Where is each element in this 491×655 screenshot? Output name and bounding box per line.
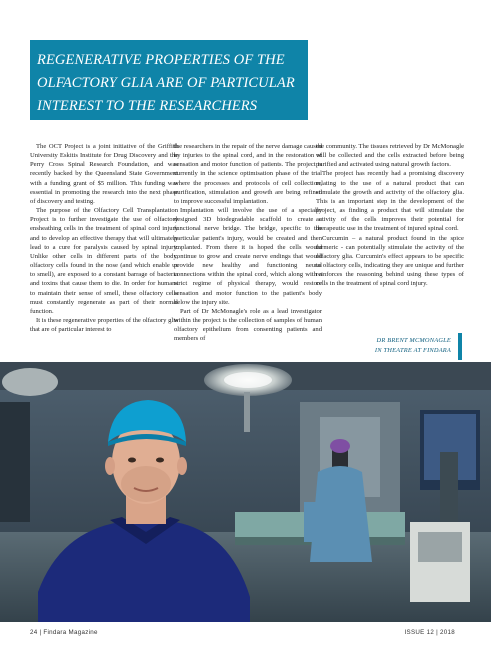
photo-caption <box>375 336 451 355</box>
heading-line-2: OLFACTORY GLIA ARE OF PARTICULAR <box>37 75 295 91</box>
paragraph: Part of Dr McMonagle's role as a lead investigator within the project is the collection of samples of human olfactory epithelium from consenting patients and members of <box>174 307 322 343</box>
text-column-2 <box>174 142 322 343</box>
caption-location: IN THEATRE AT FINDARA <box>374 346 451 354</box>
article-heading-box <box>30 40 308 120</box>
caption-name: DR BRENT MCMONAGLE <box>376 337 451 344</box>
text-column-1 <box>30 142 178 334</box>
paragraph: The purpose of the Olfactory Cell Transplantation Project is to further investigate the use of olfactory ensheathing cells in the treatment of spinal cord injury and to develop an effective therapy that will ultimately lead to a cure for paralysis caused by spinal injury. Unlike other cells in different parts of the body, olfactory cells found in the nose (and which enable us to smell), are exposed to a constant barrage of bacteria and toxins that cause them to die. In order for humans to maintain their sense of smell, these olfactory cells must constantly regenerate as part of their normal function. <box>30 207 178 315</box>
paragraph: Implantation will involve the use of a specially designed 3D biodegradable scaffold to create a functional nerve bridge. The bridge, specific to the particular patient's injury, would be created and then implanted. From there it is hoped the cells would continue to grow and create nerve endings that would provide new healthy and functioning neural connections within the spinal cord, which along with a strict regime of physical therapy, would restore sensation and motor function to the patient's body below the injury site. <box>174 207 322 306</box>
paragraph: It is these regenerative properties of the olfactory glia that are of particular interest to <box>30 316 178 334</box>
paragraph: The OCT Project is a joint initiative of the Griffith University Eskitis Institute for Drug Discovery and the Perry Cross Spinal Research Foundation, and was recently backed by the Queensland State Government with a funding grant of $5 million. This funding was essential in promoting the research into the next phase of discovery and testing. <box>30 143 178 205</box>
paragraph: Curcumin – a natural product found in the spice turmeric - can potentially stimulate the activity of the olfactory glia. Curcumin's effect appears to be specific to olfactory cells, indicating they are unique and further reinforces the reasoning behind using these types of cells in the treatment of spinal cord injury. <box>316 234 464 288</box>
text-column-3 <box>316 142 464 289</box>
paragraph: the researchers in the repair of the nerve damage caused by injuries to the spinal cord, and in the restoration of sensation and motor function of patients. The project is currently in the science optimisation phase of the trial where the processes and protocols of cell collection, purification, stimulation and growth are being refined to improve successful implantation. <box>174 143 322 205</box>
operating-theatre-photo <box>0 362 491 622</box>
footer-page-info: 24 | Findara Magazine <box>30 629 98 636</box>
footer-issue: ISSUE 12 | 2018 <box>404 629 455 636</box>
paragraph: the community. The tissues retrieved by Dr McMonagle will be collected and the cells extracted before being purified and activated using natural growth factors. <box>316 143 464 169</box>
caption-accent-bar <box>458 333 462 360</box>
heading-line-1: REGENERATIVE PROPERTIES OF THE <box>37 52 285 68</box>
heading-line-3: INTEREST TO THE RESEARCHERS <box>37 98 258 114</box>
paragraph: The project has recently had a promising discovery relating to the use of a natural product that can stimulate the growth and activity of the olfactory glia. This is an important step in the development of the project, as finding a product that will stimulate the activity of the cells improves their potential for therapeutic use in the treatment of injured spinal cord. <box>316 170 464 233</box>
